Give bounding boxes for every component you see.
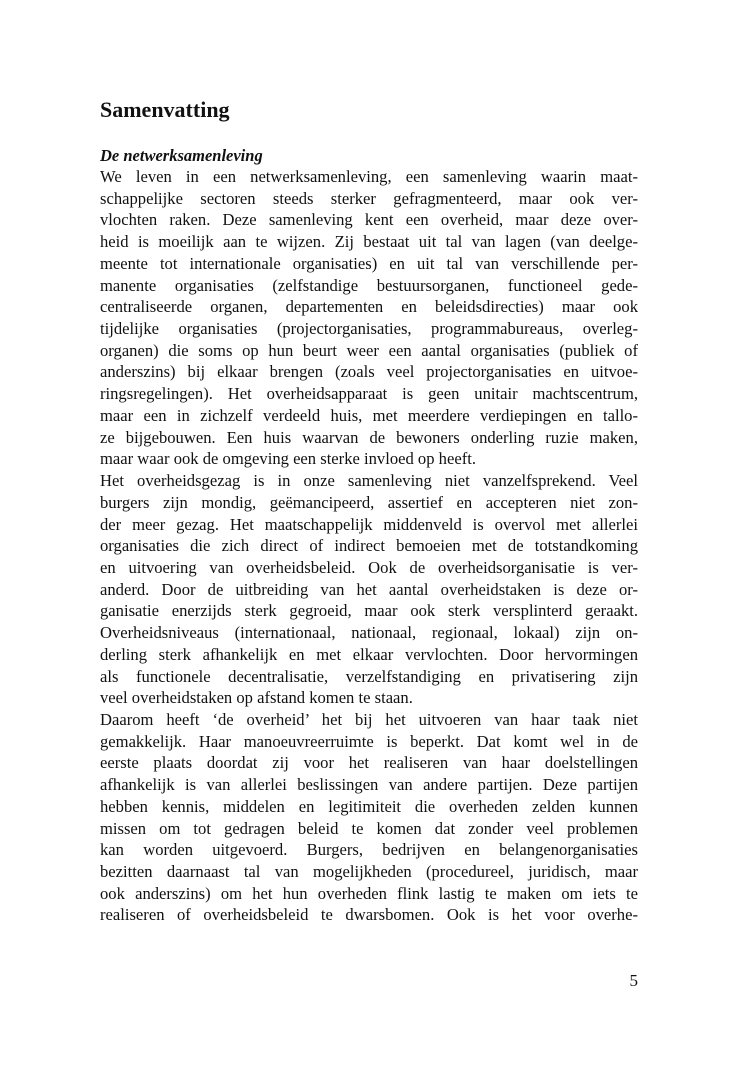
text-line: centraliseerde organen, departementen en beleidsdirecties) maar ook	[100, 297, 638, 317]
text-line: bezitten daarnaast tal van mogelijkheden (procedureel, juridisch, maar	[100, 862, 638, 881]
text-line: tijdelijke organisaties (projectorganisaties, programmabureaus, overleg-	[100, 319, 638, 339]
document-page	[100, 0, 638, 1068]
text-line: We leven in een netwerksamenleving, een samenleving waarin maat-	[100, 167, 638, 186]
text-line: meente tot internationale organisaties) en uit tal van verschillende per-	[100, 253, 638, 273]
text-line: ganisatie enerzijds sterk gegroeid, maar ook sterk versplinterd geraakt.	[100, 601, 638, 621]
text-line: Het overheidsgezag is in onze samenleving niet vanzelfsprekend. Veel	[100, 471, 638, 491]
text-line: veel overheidstaken op afstand komen te staan.	[100, 688, 413, 708]
text-line: burgers zijn mondig, geëmancipeerd, assertief en accepteren niet zon-	[100, 492, 638, 512]
text-line: missen om tot gedragen beleid te komen dat zonder veel problemen	[100, 818, 638, 838]
text-line: eerste plaats doordat zij voor het realiseren van haar doelstellingen	[100, 753, 638, 773]
text-line: Daarom heeft ‘de overheid’ het bij het uitvoeren van haar taak niet	[100, 709, 638, 729]
text-line: anderd. Door de uitbreiding van het aantal overheidstaken is deze or-	[100, 579, 638, 599]
text-line: ook anderszins) om het hun overheden flink lastig te maken om iets te	[100, 883, 638, 903]
text-line: Overheidsniveaus (internationaal, nationaal, regionaal, lokaal) zijn on-	[100, 623, 638, 643]
text-line: organisaties die zich direct of indirect bemoeien met de totstandkoming	[100, 536, 638, 556]
text-line: manente organisaties (zelfstandige bestuursorganen, functioneel gede-	[100, 275, 638, 295]
text-line: en uitvoering van overheidsbeleid. Ook de overheidsorganisatie is ver-	[100, 557, 638, 577]
text-line: afhankelijk is van allerlei beslissingen van andere partijen. Deze partijen	[100, 775, 638, 795]
page-heading: Samenvatting	[100, 97, 230, 122]
text-line: anderszins) bij elkaar brengen (zoals veel projectorganisaties en uitvoe-	[100, 362, 638, 382]
body-text	[100, 166, 638, 926]
text-line: gemakkelijk. Haar manoeuvreerruimte is beperkt. Dat komt wel in de	[100, 731, 638, 751]
text-line: maar waar ook de omgeving een sterke invloed op heeft.	[100, 449, 476, 469]
text-line: realiseren of overheidsbeleid te dwarsbomen. Ook is het voor overhe-	[100, 905, 638, 925]
page-number: 5	[629, 971, 638, 990]
text-line: der meer gezag. Het maatschappelijk middenveld is overvol met allerlei	[100, 514, 638, 534]
text-line: organen) die soms op hun beurt weer een aantal organisaties (publiek of	[100, 340, 638, 360]
text-line: kan worden uitgevoerd. Burgers, bedrijven en belangenorganisaties	[100, 840, 638, 860]
text-line: ze bijgebouwen. Een huis waarvan de bewoners onderling ruzie maken,	[100, 427, 638, 447]
section-title: De netwerksamenleving	[100, 146, 263, 165]
text-line: heid is moeilijk aan te wijzen. Zij bestaat uit tal van lagen (van deelge-	[100, 232, 638, 252]
text-line: hebben kennis, middelen en legitimiteit die overheden zelden kunnen	[100, 796, 638, 816]
text-line: als functionele decentralisatie, verzelfstandiging en privatisering zijn	[100, 666, 638, 686]
text-line: ringsregelingen). Het overheidsapparaat is geen unitair machtscentrum,	[100, 384, 638, 404]
text-line: vlochten raken. Deze samenleving kent een overheid, maar deze over-	[100, 210, 638, 230]
text-line: schappelijke sectoren steeds sterker gefragmenteerd, maar ook ver-	[100, 188, 638, 208]
text-line: maar een in zichzelf verdeeld huis, met meerdere verdiepingen en tallo-	[100, 405, 638, 425]
text-line: derling sterk afhankelijk en met elkaar vervlochten. Door hervormingen	[100, 644, 638, 664]
